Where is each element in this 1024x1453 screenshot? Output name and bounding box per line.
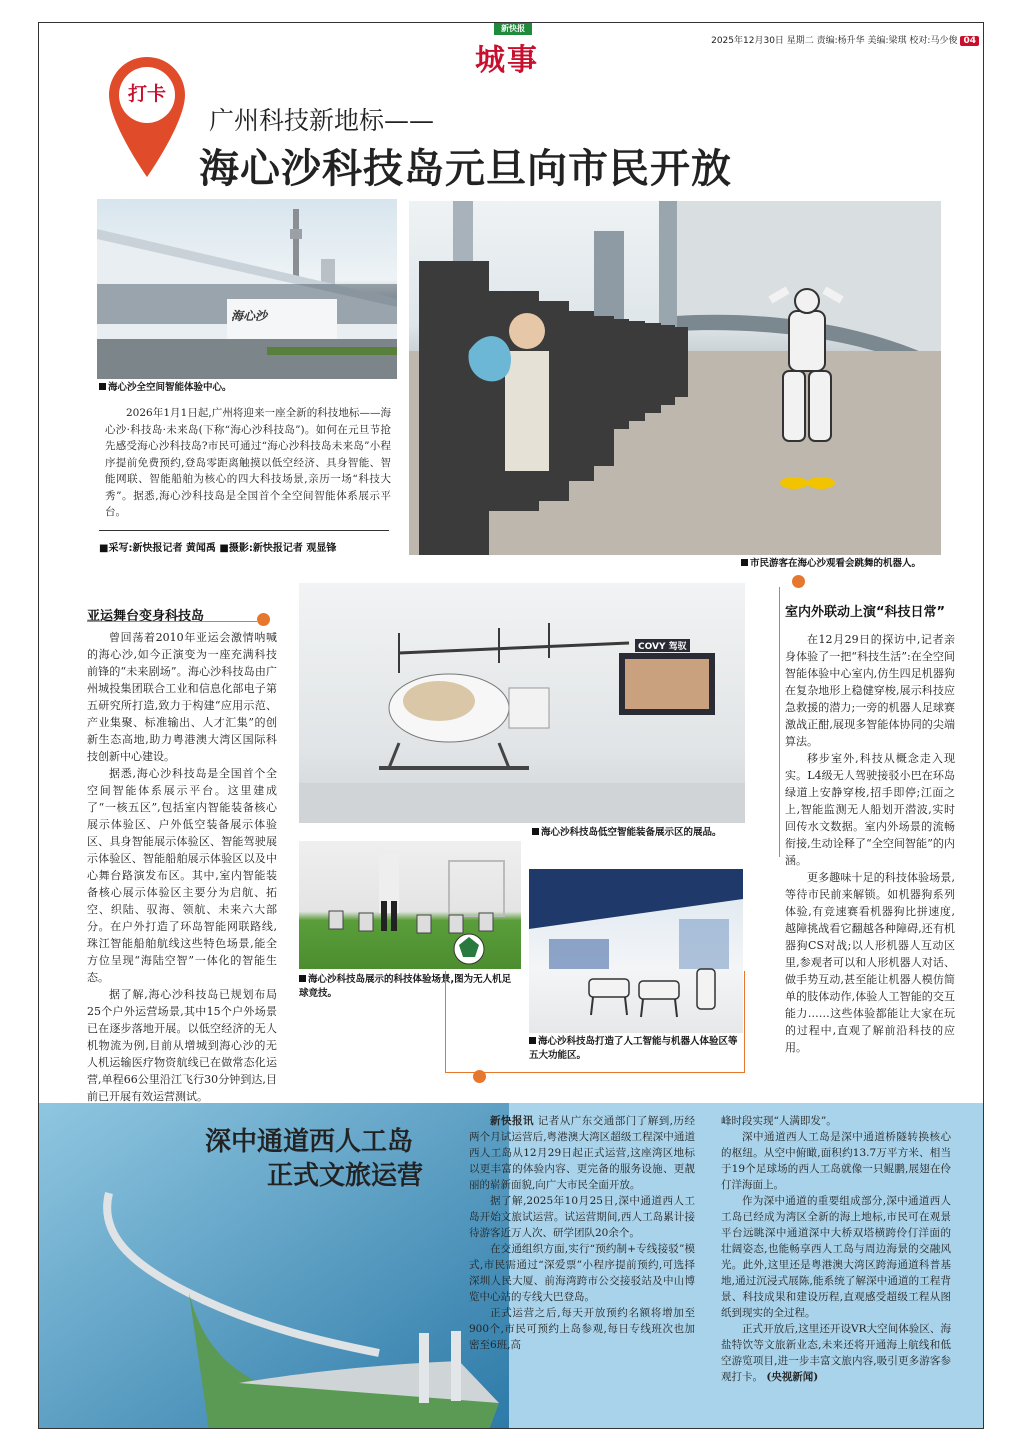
photo-evtol <box>299 583 745 823</box>
news-source: (央视新闻) <box>766 1371 819 1383</box>
caption-text: 海心沙科技岛打造了人工智能与机器人体验区等五大功能区。 <box>529 1036 738 1061</box>
dateline-lead: 新快报讯 <box>490 1115 534 1127</box>
bottom-continued-line: 峰时段实现“人满即发”。 <box>721 1115 837 1127</box>
dateline-text: 2025年12月30日 星期二 责编:杨升华 美编:梁琪 校对:马少俊 <box>711 36 958 46</box>
bottom-paragraph <box>469 1113 695 1193</box>
bottom-paragraph <box>469 1241 695 1305</box>
photo-experience-center <box>97 199 397 379</box>
caption-evtol <box>532 826 722 840</box>
caption-experience-center <box>99 381 232 395</box>
left-connector-dot <box>257 613 270 626</box>
section-title: 城事 <box>475 43 539 78</box>
building-illustration <box>97 199 397 379</box>
photo-dancing-robot <box>409 201 941 555</box>
evtol-illustration <box>299 583 745 823</box>
crowd-illustration <box>409 201 941 555</box>
lead-divider <box>99 530 389 531</box>
headline-kicker: 广州科技新地标—— <box>209 106 435 135</box>
bottom-panel <box>39 1103 984 1429</box>
page-number: 04 <box>960 36 979 46</box>
bottom-paragraph-text: 记者从广东交通部门了解到,历经两个月试运营后,粤港澳大湾区超级工程深中通道西人工岛从12月29日起正式运营,这座湾区地标以更丰富的体验内容、更完备的服务设施、更靓丽的崭新面貌,向广大市民全面开放。 <box>469 1115 695 1191</box>
bottom-paragraph-text: 正式运营之后,每天开放预约名额将增加至900个,市民可预约上岛参观,每日专线班次也加密至6班,高 <box>469 1307 695 1351</box>
brand-sign: COVY 驾驭 <box>635 639 690 652</box>
photo-robot-soccer <box>299 841 521 969</box>
caption-text: 海心沙科技岛低空智能装备展示区的展品。 <box>541 827 722 838</box>
section-left-body <box>87 629 277 1105</box>
bottom-col2 <box>721 1113 951 1385</box>
map-pin-icon <box>105 53 189 181</box>
newspaper-page <box>38 22 984 1429</box>
left-paragraph: 据了解,海心沙科技岛已规划布局25个户外运营场景,其中15个户外场景已在逐步落地开展。以低空经济的无人机物流为例,目前从增城到海心沙的无人机运输医疗物资航线已在做常态化运营,单程66公里沿江飞行30分钟到达,目前已开展有效运营测试。 <box>87 988 277 1103</box>
bottom-paragraph: 深中通道西人工岛是深中通道桥隧转换核心的枢纽。从空中俯瞰,面积约13.7万平方米、相当于19个足球场的西人工岛就像一只鲲鹏,展翅在伶仃洋海面上。 <box>721 1131 951 1191</box>
left-connector-line <box>87 621 257 622</box>
bottom-col1 <box>469 1113 695 1353</box>
right-paragraph: 在12月29日的探访中,记者亲身体验了一把“科技生活”:在全空间智能体验中心室内,仿生四足机器狗在复杂地形上稳健穿梭,展示科技应急救援的潜力;一旁的机器人足球赛激战正酣,展现多智能体协同的尖端算法。 <box>785 633 955 748</box>
bottom-paragraph <box>469 1305 695 1353</box>
caption-text: 市民游客在海心沙观看会跳舞的机器人。 <box>750 558 922 569</box>
right-paragraph: 移步室外,科技从概念走入现实。L4级无人驾驶接驳小巴在环岛绿道上安静穿梭,招手即停;江面之上,智能监测无人船划开潜波,实时回传水文数据。室内外场景的流畅衔接,生动诠释了“全空间智能”的内涵。 <box>785 752 955 867</box>
paper-badge: 新快报 <box>494 23 532 35</box>
bottom-title-line1: 深中通道西人工岛 <box>205 1127 414 1157</box>
section-right-title: 室内外联动上演“科技日常” <box>785 605 946 620</box>
caption-text: 海心沙科技岛展示的科技体验场景,图为无人机足球竞技。 <box>299 974 512 999</box>
bottom-title-line2: 正式文旅运营 <box>267 1161 424 1191</box>
soccer-illustration <box>299 841 521 969</box>
credits: ■采写:新快报记者 黄闻禹 ■摄影:新快报记者 观显锋 <box>99 543 337 554</box>
section-left-title: 亚运舞台变身科技岛 <box>87 609 205 624</box>
headline-title: 海心沙科技岛元旦向市民开放 <box>199 145 732 192</box>
building-sign: 海心沙 <box>231 309 268 323</box>
bottom-paragraph-text: 据了解,2025年10月25日,深中通道西人工岛开始文旅试运营。试运营期间,西人工岛累计接待游客近万人次、研学团队20余个。 <box>469 1195 695 1239</box>
dateline <box>679 33 979 46</box>
lead-text: 2026年1月1日起,广州将迎来一座全新的科技地标——海心沙·科技岛·未来岛(下称“海心沙科技岛”)。如何在元旦节抢先感受海心沙科技岛?市民可通过“海心沙科技岛未来岛”小程序提前免费预约,登岛零距离触摸以低空经济、具身智能、智能网联、智能船舶为核心的四大科技场景,亲历一场“科技大秀”。据悉,海心沙科技岛是全国首个全空间智能体系展示平台。 <box>105 407 391 518</box>
caption-text: 海心沙全空间智能体验中心。 <box>108 382 232 393</box>
center-connector-dot <box>473 1070 486 1083</box>
bottom-paragraph <box>469 1193 695 1241</box>
bottom-paragraph <box>721 1321 951 1385</box>
caption-dancing-robot <box>741 557 921 571</box>
bottom-paragraph-text: 正式开放后,这里还开设VR大空间体验区、海盐特饮等文旅新业态,未来还将开通海上航线和低空游览项目,进一步丰富文旅内容,吸引更多游客参观打卡。 <box>721 1323 951 1383</box>
lead-paragraph <box>105 405 391 521</box>
left-paragraph: 曾回荡着2010年亚运会激情呐喊的海心沙,如今正演变为一座充满科技前锋的“未来剧场”。海心沙科技岛由广州城投集团联合工业和信息化部电子第五研究所打造,致力于构建“应用示范、产业集聚、标准输出、人才汇集”的创新生态高地,助力粤港澳大湾区国际科技创新中心建设。 <box>87 631 277 763</box>
center-connector-line <box>445 971 745 1073</box>
section-right-body <box>785 631 955 1056</box>
left-paragraph: 据悉,海心沙科技岛是全国首个全空间智能体系展示平台。这里建成了“一核五区”,包括室内智能装备核心展示体验区、户外低空装备展示体验区、具身智能展示体验区、智能驾驶展示体验区、智能船舶展示体验区以及中心舞台路演发布区。其中,室内智能装备核心展示体验区主要分为启航、拓空、织陆、驭海、领航、未来六大部分。在户外打造了环岛智能网联路线,珠江智能船舶航线这些特色场景,能全方位呈现“海陆空智”一体化的智能生态。 <box>87 767 277 984</box>
right-paragraph: 更多趣味十足的科技体验场景,等待市民前来解锁。如机器狗系列体验,有竞速赛看机器狗比拼速度,越障挑战看它翻越各种障碍,还有机器狗CS对战;以人形机器人互动区里,参观者可以和人形机器人对话、做手势互动,甚至能让机器人模仿简单的肢体动作,体验人工智能的交互能力……这些体验都能让大家在玩的过程中,直观了解前沿科技的应用。 <box>785 871 955 1054</box>
bottom-paragraph-text: 在交通组织方面,实行“预约制+专线接驳”模式,市民需通过“深爱票”小程序提前预约,可选择深圳人民大厦、前海湾跨市公交接驳站及中山博览中心站的专线大巴登岛。 <box>469 1243 695 1303</box>
bottom-paragraph: 作为深中通道的重要组成部分,深中通道西人工岛已经成为湾区全新的海上地标,市民可在观景平台远眺深中通道深中大桥双塔横跨伶仃洋面的壮阔姿态,也能畅享西人工岛与周边海景的交融风光。此外,这里还是粤港澳大湾区跨海通道科普基地,通过沉浸式展陈,能系统了解深中通道的工程背景、科技成果和建设历程,直观感受超级工程从图纸到现实的全过程。 <box>721 1195 951 1319</box>
headline-tag: 打卡 <box>127 83 166 105</box>
